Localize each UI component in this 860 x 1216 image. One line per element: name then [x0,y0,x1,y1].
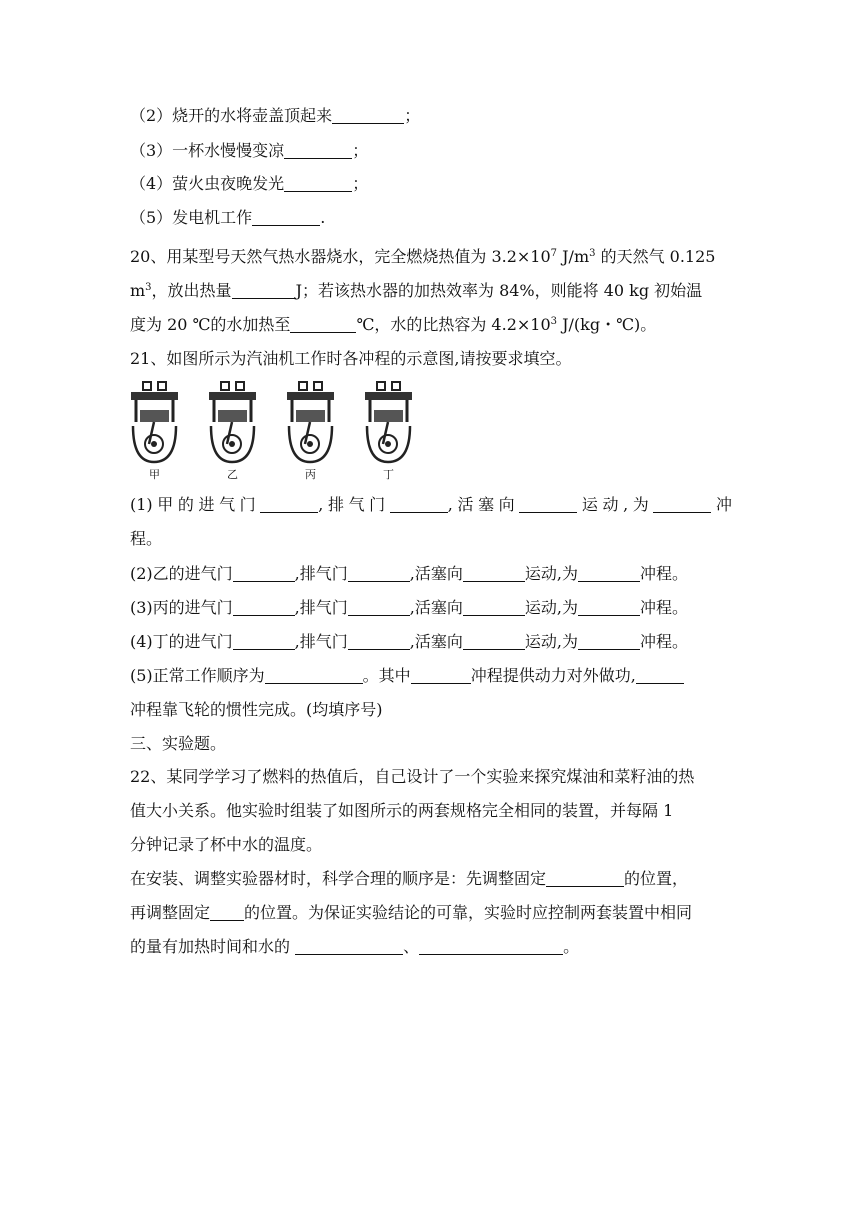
q21-part-5-wrap: 冲程靠飞轮的惯性完成。(均填序号) [130,700,383,719]
q21-part-1: (1)甲的进气门 ,排气门 ,活塞向 运动,为 冲 [130,495,732,514]
answer-blank[interactable] [290,316,356,333]
answer-blank[interactable] [419,938,563,955]
answer-blank[interactable] [519,496,577,513]
answer-blank[interactable] [252,209,320,226]
q19-item-4: （4）萤火虫夜晚发光 ； [130,174,369,193]
q20-line-1: 20、用某型号天然气热水器烧水，完全燃烧热值为 $3.2\times 10^7$ $J/m^3$ 的天然气 0.125 [130,247,716,266]
q19-item-2: （2）烧开的水将壶盖顶起来 ； [130,106,421,125]
answer-blank[interactable] [348,565,410,582]
answer-blank[interactable] [653,496,711,513]
answer-blank[interactable] [411,667,471,684]
answer-blank[interactable] [232,282,296,299]
answer-blank[interactable] [233,599,295,616]
q21-part-2: (2)乙的进气门 ,排气门 ,活塞向 运动,为 冲程。 [130,564,688,583]
answer-blank[interactable] [463,633,525,650]
q19-item-5: （5）发电机工作 . [130,208,326,227]
caption-ding: 丁 [383,468,394,481]
q21-part-5: (5)正常工作顺序为 。其中 冲程提供动力对外做功, [130,665,732,687]
answer-blank[interactable] [463,565,525,582]
answer-blank[interactable] [348,633,410,650]
q22-line-4: 在安装、调整实验器材时，科学合理的顺序是：先调整固定 的位置， [130,869,689,888]
q22-line-6: 的量有加热时间和水的 、 。 [130,937,580,956]
cylinder-yi [209,382,256,462]
cylinder-jia [131,382,178,462]
q22-line-3: 分钟记录了杯中水的温度。 [130,835,323,854]
q22-line-2: 值大小关系。他实验时组装了如图所示的两套规格完全相同的装置，并每隔 1 [130,801,674,820]
caption-yi: 乙 [227,468,238,481]
q19-item-3: （3）一杯水慢慢变凉 ； [130,141,369,160]
q20-line-2: $m^3$，放出热量 J；若该热水器的加热效率为 84%，则能将 40 kg 初始温 [130,281,703,300]
answer-blank[interactable] [463,599,525,616]
answer-blank[interactable] [295,938,403,955]
answer-blank[interactable] [390,496,448,513]
engine-cylinders-figure [127,380,427,466]
answer-blank[interactable] [578,599,640,616]
answer-blank[interactable] [578,565,640,582]
q22-line-1: 22、某同学学习了燃料的热值后，自己设计了一个实验来探究煤油和菜籽油的热 [130,767,695,786]
engine-stroke-diagrams [127,380,427,488]
answer-blank[interactable] [284,175,352,192]
answer-blank[interactable] [210,904,244,921]
q21-part-1-wrap: 程。 [130,529,163,548]
answer-blank[interactable] [348,599,410,616]
caption-jia: 甲 [149,468,160,481]
q21-part-3: (3)丙的进气门 ,排气门 ,活塞向 运动,为 冲程。 [130,598,688,617]
answer-blank[interactable] [233,565,295,582]
answer-blank[interactable] [636,667,684,684]
q21-stem: 21、如图所示为汽油机工作时各冲程的示意图,请按要求填空。 [130,349,572,368]
q20-line-3: 度为 20 ℃的水加热至 ℃，水的比热容为 $4.2\times 10^3$ J/(kg・℃)。 [130,315,657,334]
answer-blank[interactable] [546,870,624,887]
answer-blank[interactable] [284,142,352,159]
q22-line-5: 再调整固定 的位置。为保证实验结论的可靠，实验时应控制两套装置中相同 [130,903,693,922]
answer-blank[interactable] [578,633,640,650]
answer-blank[interactable] [332,107,404,124]
cylinder-ding [365,382,412,462]
section-3-title: 三、实验题。 [130,734,227,753]
cylinder-bing [287,382,334,462]
answer-blank[interactable] [265,667,363,684]
caption-bing: 丙 [305,468,316,481]
answer-blank[interactable] [260,496,318,513]
q21-part-4: (4)丁的进气门 ,排气门 ,活塞向 运动,为 冲程。 [130,632,688,651]
answer-blank[interactable] [233,633,295,650]
